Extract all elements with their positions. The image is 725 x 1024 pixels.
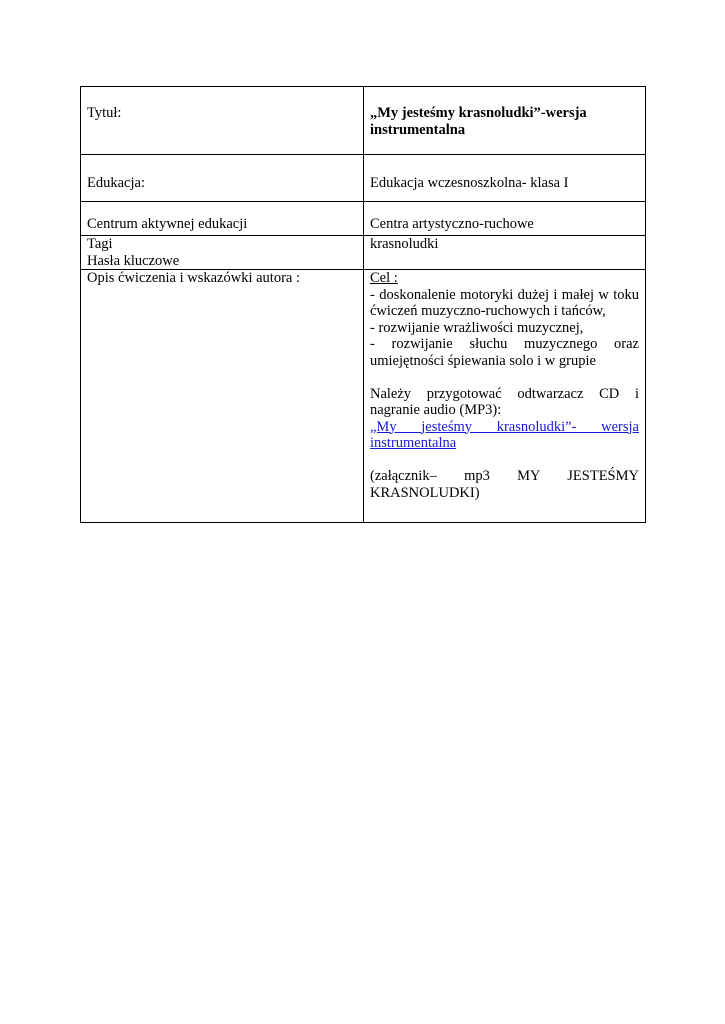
education-label: Edukacja: xyxy=(87,175,145,191)
goal-item-2: - rozwijanie wrażliwości muzycznej, xyxy=(370,319,584,336)
center-value-cell xyxy=(364,202,646,236)
title-row xyxy=(81,87,646,155)
title-label: Tytuł: xyxy=(87,105,122,121)
goal-item-3: - rozwijanie słuchu muzycznego oraz umiejętności śpiewania solo i w grupie xyxy=(370,336,639,369)
education-value-cell xyxy=(364,155,646,202)
center-row xyxy=(81,202,646,236)
center-label-cell xyxy=(81,202,364,236)
description-label-cell xyxy=(81,270,364,523)
title-value-cell xyxy=(364,87,646,155)
goal-item-1: - doskonalenie motoryki dużej i małej w toku ćwiczeń muzyczno-ruchowych i tańców, xyxy=(370,286,639,319)
tags-label: Tagi xyxy=(87,236,113,252)
description-value-cell xyxy=(364,270,646,523)
description-row xyxy=(81,270,646,523)
goal-heading: Cel : xyxy=(370,270,398,286)
title-value: „My jesteśmy krasnoludki”-wersja instrumentalna xyxy=(370,105,587,138)
tags-row xyxy=(81,236,646,270)
attachment-text: (załącznik– mp3 MY JESTEŚMY KRASNOLUDKI) xyxy=(370,468,639,501)
education-label-cell xyxy=(81,155,364,202)
education-row xyxy=(81,155,646,202)
center-value: Centra artystyczno-ruchowe xyxy=(370,216,534,232)
tags-value: krasnoludki xyxy=(370,236,439,252)
keywords-label: Hasła kluczowe xyxy=(87,252,180,269)
education-value: Edukacja wczesnoszkolna- klasa I xyxy=(370,175,569,191)
preparation-text: Należy przygotować odtwarzacz CD i nagranie audio (MP3): xyxy=(370,385,639,418)
tags-label-cell xyxy=(81,236,364,270)
audio-link[interactable]: „My jesteśmy krasnoludki”- wersja instrumentalna xyxy=(370,418,639,451)
description-label: Opis ćwiczenia i wskazówki autora : xyxy=(87,270,300,286)
tags-value-cell xyxy=(364,236,646,270)
lesson-info-table xyxy=(80,86,646,523)
title-label-cell xyxy=(81,87,364,155)
center-label: Centrum aktywnej edukacji xyxy=(87,216,248,232)
